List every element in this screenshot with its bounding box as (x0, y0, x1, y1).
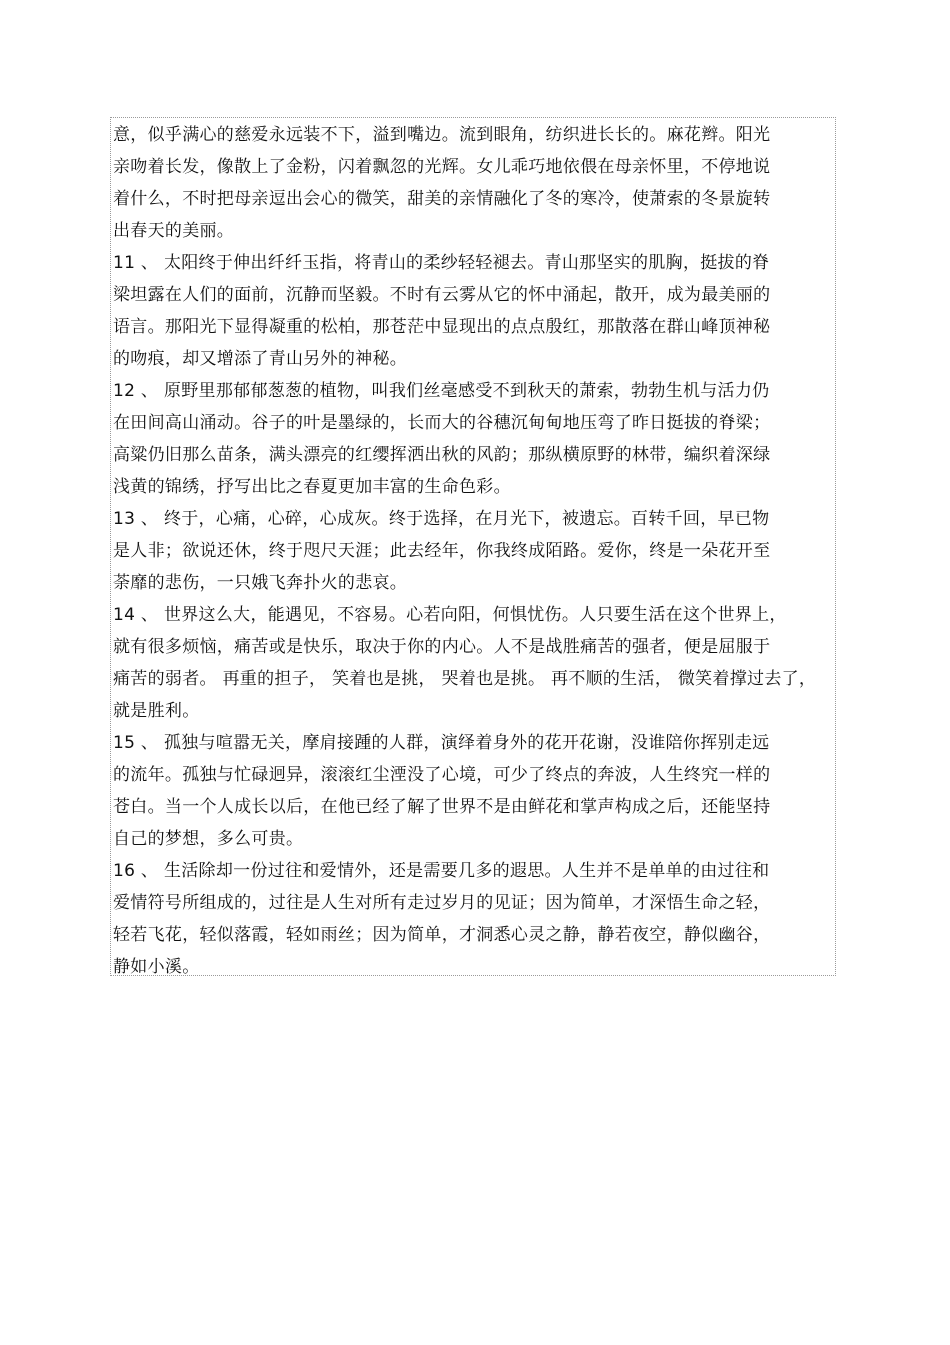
text-line: 语言。那阳光下显得凝重的松柏，那苍茫中显现出的点点殷红，那散落在群山峰顶神秘 (113, 317, 771, 337)
text-line: 在田间高山涌动。谷子的叶是墨绿的，长而大的谷穗沉甸甸地压弯了昨日挺拔的脊梁； (113, 413, 771, 433)
text-line: 爱情符号所组成的，过往是人生对所有走过岁月的见证；因为简单，才深悟生命之轻， (113, 893, 771, 913)
paragraph-15-start: 15 、 孤独与喧嚣无关，摩肩接踵的人群，演绎着身外的花开花谢，没谁陪你挥别走远 (113, 733, 770, 753)
text-line: 意，似乎满心的慈爱永远装不下，溢到嘴边。流到眼角，纺织进长长的。麻花辫。阳光 (113, 125, 771, 145)
text-line: 的流年。孤独与忙碌迥异，滚滚红尘湮没了心境，可少了终点的奔波，人生终究一样的 (113, 765, 771, 785)
text-line: 苍白。当一个人成长以后，在他已经了解了世界不是由鲜花和掌声构成之后，还能坚持 (113, 797, 771, 817)
paragraph-13-start: 13 、 终于，心痛，心碎，心成灰。终于选择，在月光下，被遗忘。百转千回，早已物 (113, 509, 770, 529)
paragraph-11-start: 11 、 太阳终于伸出纤纤玉指，将青山的柔纱轻轻褪去。青山那坚实的肌胸，挺拔的脊 (113, 253, 770, 273)
paragraph-12-start: 12 、 原野里那郁郁葱葱的植物，叫我们丝毫感受不到秋天的萧索，勃勃生机与活力仍 (113, 381, 770, 401)
paragraph-16-start: 16 、 生活除却一份过往和爱情外，还是需要几多的遐思。人生并不是单单的由过往和 (113, 861, 770, 881)
text-line: 着什么，不时把母亲逗出会心的微笑，甜美的亲情融化了冬的寒冷，使萧索的冬景旋转 (113, 189, 771, 209)
text-line: 出春天的美丽。 (113, 221, 235, 241)
text-line: 痛苦的弱者。 再重的担子， 笑着也是挑， 哭着也是挑。 再不顺的生活， 微笑着撑过去了， (113, 669, 817, 689)
text-line: 轻若飞花，轻似落霞，轻如雨丝；因为简单，才洞悉心灵之静，静若夜空，静似幽谷， (113, 925, 771, 945)
paragraph-14-start: 14 、 世界这么大，能遇见，不容易。心若向阳，何惧忧伤。人只要生活在这个世界上， (113, 605, 787, 625)
text-line: 浅黄的锦绣，抒写出比之春夏更加丰富的生命色彩。 (113, 477, 511, 497)
text-line: 就有很多烦恼，痛苦或是快乐，取决于你的内心。人不是战胜痛苦的强者，便是屈服于 (113, 637, 771, 657)
text-line: 荼靡的悲伤，一只娥飞奔扑火的悲哀。 (113, 573, 408, 593)
text-line: 高粱仍旧那么苗条，满头漂亮的红缨挥洒出秋的风韵；那纵横原野的林带，编织着深绿 (113, 445, 771, 465)
text-line: 就是胜利。 (113, 701, 200, 721)
text-block (110, 117, 836, 976)
text-line: 是人非；欲说还休，终于咫尺天涯；此去经年，你我终成陌路。爱你，终是一朵花开至 (113, 541, 771, 561)
text-line: 自己的梦想，多么可贵。 (113, 829, 304, 849)
text-line: 亲吻着长发，像散上了金粉，闪着飘忽的光辉。女儿乖巧地依偎在母亲怀里，不停地说 (113, 157, 771, 177)
text-line: 的吻痕，却又增添了青山另外的神秘。 (113, 349, 408, 369)
text-line: 梁坦露在人们的面前，沉静而坚毅。不时有云雾从它的怀中涌起，散开，成为最美丽的 (113, 285, 771, 305)
text-line: 静如小溪。 (113, 957, 200, 977)
